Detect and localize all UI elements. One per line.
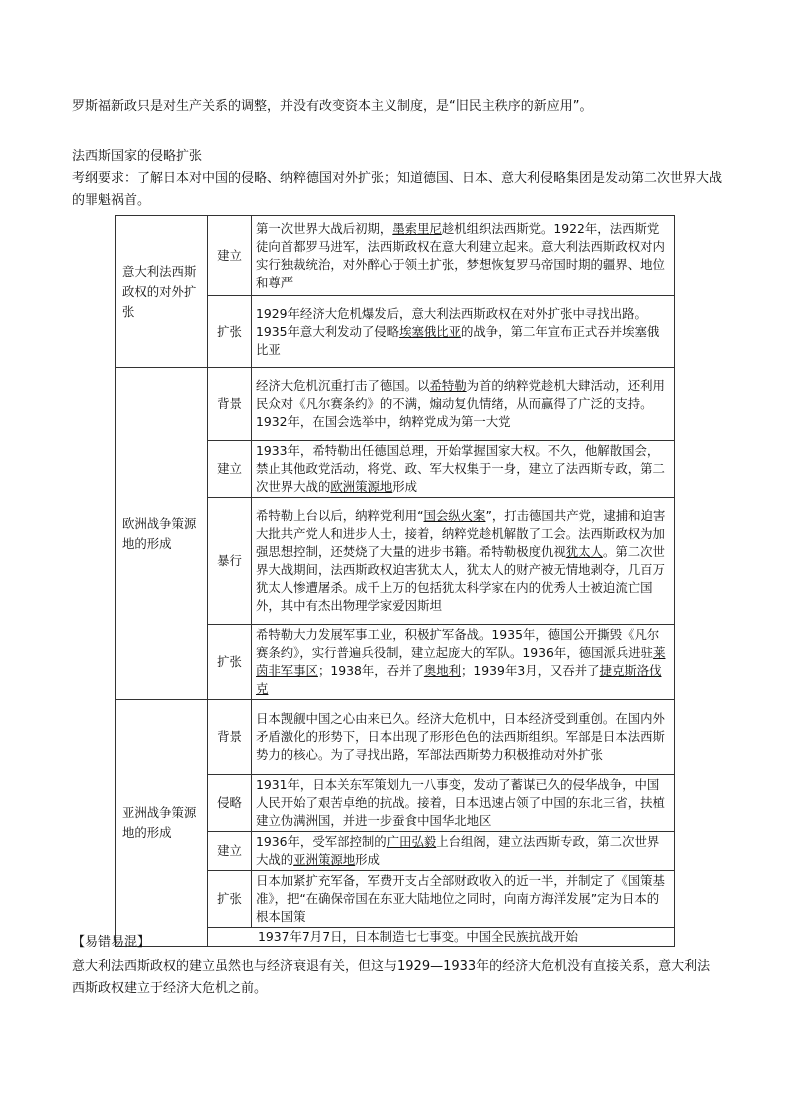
confusion-paragraph: 意大利法西斯政权的建立虽然也与经济衰退有关，但这与1929—1933年的经济大危机没有直接关系，意大利法西斯政权建立于经济大危机之前。 xyxy=(72,959,711,996)
text-run: 日本加紧扩充军备，军费开支占全部财政收入的近一半，并制定了《国策基准》，把“在确保帝国在东亚大陆地位之同时，向南方海洋发展”定为日本的根本国策 xyxy=(256,873,665,924)
underlined-term: 埃塞俄比亚 xyxy=(399,323,462,339)
text-run: ；1938年，吞并了 xyxy=(317,663,424,678)
row-content xyxy=(252,216,675,296)
row-content xyxy=(252,700,675,775)
tip-title: 【易错易混】 xyxy=(72,935,151,950)
table-row xyxy=(116,368,675,441)
row-content xyxy=(252,871,675,928)
text-run: 上台组阁，建立法西斯专政，第二次世界大战的 xyxy=(256,834,660,867)
section-title: 法西斯国家的侵略扩张 xyxy=(72,149,203,164)
final-note: 1937年7月7日，日本制造七七事变。中国全民族抗战开始 xyxy=(208,928,675,947)
underlined-term: 欧洲策源地 xyxy=(330,479,393,494)
text-run: 形成 xyxy=(392,479,418,494)
text-run: 1933年，希特勒出任德国总理，开始掌握国家大权。不久，他解散国会，禁止其他政党活动，将党、政、军大权集于一身，建立了法西斯专政，第二次世界大战的 xyxy=(256,443,665,494)
text-run: 1929年经济大危机爆发后，意大利法西斯政权在对外扩张中寻找出路。1935年意大利发动了侵略 xyxy=(256,305,647,339)
row-label: 建立 xyxy=(208,441,252,498)
underlined-term: 奥地利 xyxy=(423,663,462,678)
expansion-table xyxy=(115,215,675,947)
row-content xyxy=(252,832,675,871)
text-run: 的战争，第二年宣布正式吞并埃塞俄比亚 xyxy=(256,323,660,357)
table-row xyxy=(116,216,675,296)
underlined-term: 亚洲策源地 xyxy=(293,852,356,867)
text-run: 1931年，日本关东军策划九一八事变，发动了蓄谋已久的侵华战争，中国人民开始了艰苦卓绝的抗战。接着，日本迅速占领了中国的东北三省，扶植建立伪满洲国，并进一步蚕食中国华北地区 xyxy=(256,777,665,828)
row-content xyxy=(252,498,675,625)
category-asia: 亚洲战争策源地的形成 xyxy=(116,700,208,947)
row-content xyxy=(252,625,675,700)
underlined-term: 希特勒 xyxy=(429,378,467,393)
text-run: 希特勒大力发展军事工业，积极扩军备战。1935年，德国公开撕毁《凡尔赛条约》，实行普遍兵役制，建立起庞大的军队。1936年，德国派兵进驻 xyxy=(256,627,660,660)
underlined-term: 莱茵非军事区 xyxy=(256,645,666,678)
row-label: 侵略 xyxy=(208,775,252,832)
row-label: 暴行 xyxy=(208,498,252,625)
underlined-term: 捷克斯洛伐克 xyxy=(256,663,662,696)
text-run: 为首的纳粹党趁机大肆活动，还利用民众对《凡尔赛条约》的不满，煽动复仇情绪，从而赢得了广泛的支持。1932年，在国会选举中，纳粹党成为第一大党 xyxy=(256,378,665,429)
category-europe: 欧洲战争策源地的形成 xyxy=(116,368,208,700)
row-label: 扩张 xyxy=(208,625,252,700)
text-run: 日本觊觎中国之心由来已久。经济大危机中，日本经济受到重创。在国内外矛盾激化的形势下，日本出现了形形色色的法西斯组织。军部是日本法西斯势力的核心。为了寻找出路，军部法西斯势力积极推动对外扩张 xyxy=(256,711,665,762)
requirement-paragraph: 考纲要求：了解日本对中国的侵略、纳粹德国对外扩张；知道德国、日本、意大利侵略集团是发动第二次世界大战的罪魁祸首。 xyxy=(72,171,723,208)
intro-paragraph: 罗斯福新政只是对生产关系的调整，并没有改变资本主义制度，是“旧民主秩序的新应用”。 xyxy=(72,99,593,114)
text-run: ；1939年3月，又吞并了 xyxy=(461,663,600,678)
row-content xyxy=(252,368,675,441)
text-run: 1936年，受军部控制的 xyxy=(256,834,387,849)
text-run: 。第二次世界大战期间，法西斯政权迫害犹太人，犹太人的财产被无情地剥夺，几百万犹太人惨遭屠杀。成千上万的包括犹太科学家在内的优秀人士被迫流亡国外，其中有杰出物理学家爱因斯坦 xyxy=(256,544,665,613)
underlined-term: 犹太人 xyxy=(565,544,603,559)
row-content xyxy=(252,296,675,368)
text-run: 形成 xyxy=(355,852,380,867)
text-run: 第一次世界大战后初期， xyxy=(256,220,393,236)
row-label: 扩张 xyxy=(208,296,252,368)
row-content xyxy=(252,441,675,498)
text-run: 趁机组织法西斯党。1922年，法西斯党徒向首都罗马进军，法西斯政权在意大利建立起来。意大利法西斯政权对内实行独裁统治，对外醉心于领土扩张，梦想恢复罗马帝国时期的疆界、地位和尊严 xyxy=(256,220,665,290)
row-label: 建立 xyxy=(208,216,252,296)
underlined-term: 国会纵火案 xyxy=(423,508,486,523)
row-label: 建立 xyxy=(208,832,252,871)
row-label: 扩张 xyxy=(208,871,252,928)
text-run: ”，打击德国共产党，逮捕和迫害大批共产党人和进步人士，接着，纳粹党趁机解散了工会。法西斯政权为加强思想控制，还焚烧了大量的进步书籍。希特勒极度仇视 xyxy=(256,508,666,559)
underlined-term: 广田弘毅 xyxy=(386,834,437,849)
row-content xyxy=(252,775,675,832)
row-label: 背景 xyxy=(208,700,252,775)
text-run: 经济大危机沉重打击了德国。以 xyxy=(256,378,430,393)
table-row xyxy=(116,700,675,775)
underlined-term: 墨索里尼 xyxy=(392,220,442,236)
text-run: 希特勒上台以后，纳粹党利用“ xyxy=(256,508,424,523)
category-italy: 意大利法西斯政权的对外扩张 xyxy=(116,216,208,368)
row-label: 背景 xyxy=(208,368,252,441)
